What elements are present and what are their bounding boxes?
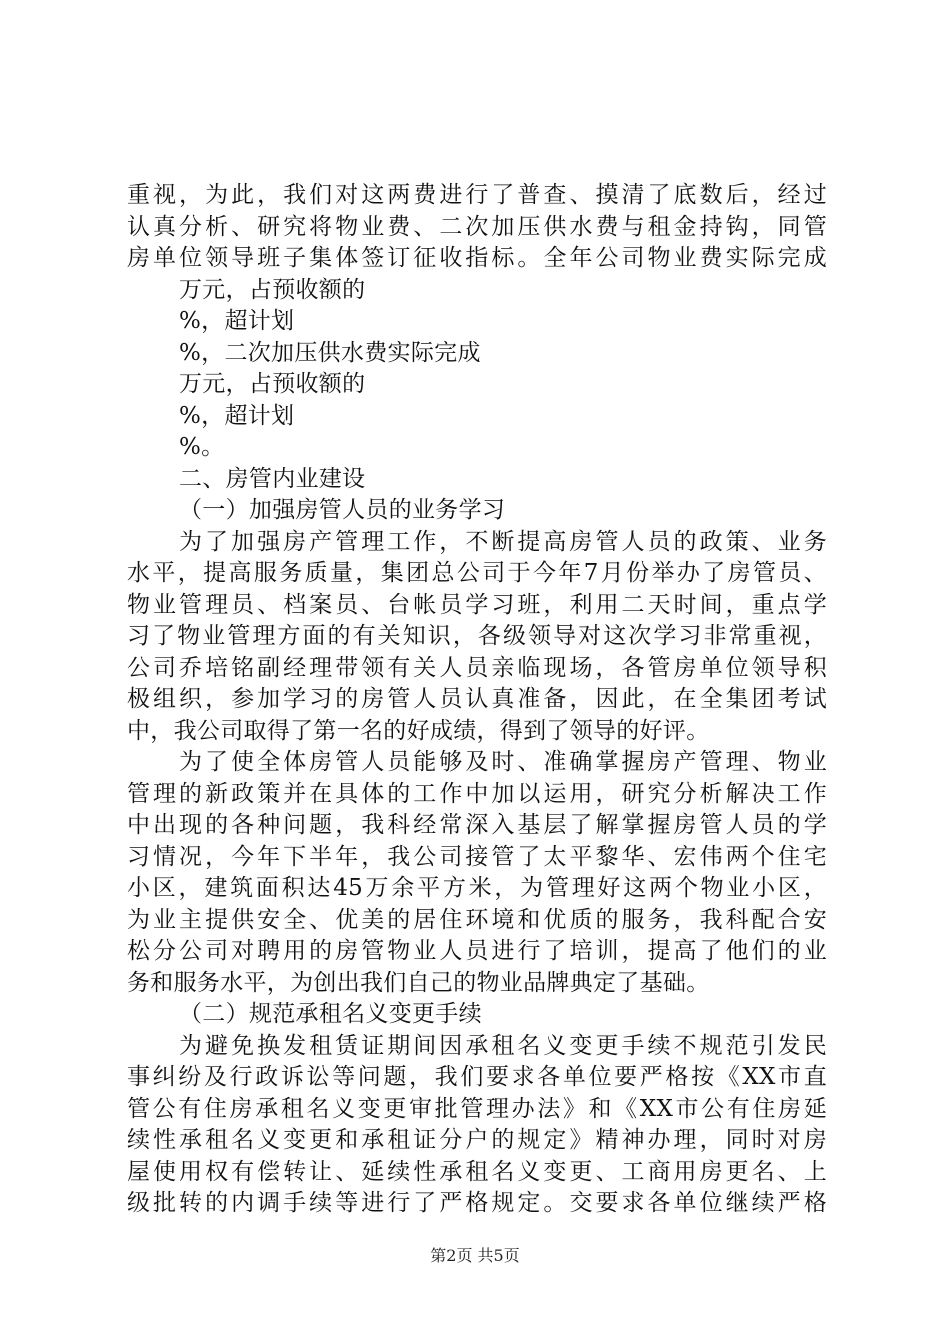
text-line: 管公有住房承租名义变更审批管理办法》和《XX市公有住房延 bbox=[127, 1095, 827, 1122]
text-line: %，二次加压供水费实际完成 bbox=[179, 339, 481, 366]
document-body bbox=[127, 180, 827, 1220]
section-heading: 二、房管内业建设 bbox=[179, 465, 366, 492]
text-line: 中，我公司取得了第一名的好成绩，得到了领导的好评。 bbox=[127, 717, 710, 744]
text-line: 屋使用权有偿转让、延续性承租名义变更、工商用房更名、上 bbox=[127, 1158, 827, 1185]
text-line: 水平，提高服务质量，集团总公司于今年7月份举办了房管员、 bbox=[127, 560, 827, 586]
text-line: %。 bbox=[179, 434, 225, 460]
text-line: 万元，占预收额的 bbox=[179, 371, 366, 397]
text-line: 级批转的内调手续等进行了严格规定。交要求各单位继续严格 bbox=[127, 1190, 827, 1216]
text-line: 事纠纷及行政诉讼等问题，我们要求各单位要严格按《XX市直 bbox=[127, 1064, 827, 1090]
subsection-heading: （二）规范承租名义变更手续 bbox=[179, 1001, 482, 1027]
text-line: 习情况，今年下半年，我公司接管了太平黎华、宏伟两个住宅 bbox=[127, 843, 827, 870]
text-line: 重视，为此，我们对这两费进行了普查、摸清了底数后，经过 bbox=[127, 182, 827, 208]
text-line: 公司乔培铭副经理带领有关人员亲临现场，各管房单位领导积 bbox=[127, 654, 827, 681]
text-line: 续性承租名义变更和承租证分户的规定》精神办理，同时对房 bbox=[127, 1127, 827, 1153]
subsection-heading: （一）加强房管人员的业务学习 bbox=[179, 497, 506, 523]
text-line: 极组织，参加学习的房管人员认真准备，因此，在全集团考试 bbox=[127, 686, 827, 712]
text-line: 为了加强房产管理工作，不断提高房管人员的政策、业务 bbox=[179, 528, 827, 555]
text-line: 管理的新政策并在具体的工作中加以运用，研究分析解决工作 bbox=[127, 780, 827, 807]
text-line: 中出现的各种问题，我科经常深入基层了解掌握房管人员的学 bbox=[127, 812, 827, 838]
text-line: 松分公司对聘用的房管物业人员进行了培训，提高了他们的业 bbox=[127, 938, 827, 964]
text-line: 房单位领导班子集体签订征收指标。全年公司物业费实际完成 bbox=[127, 245, 827, 271]
text-line: %，超计划 bbox=[179, 308, 295, 334]
text-line: 务和服务水平，为创出我们自己的物业品牌典定了基础。 bbox=[127, 969, 710, 996]
page-number-footer: 第2页 共5页 bbox=[430, 1246, 520, 1265]
text-line: 为了使全体房管人员能够及时、准确掌握房产管理、物业 bbox=[179, 749, 827, 775]
text-line: %，超计划 bbox=[179, 402, 295, 429]
text-line: 习了物业管理方面的有关知识，各级领导对这次学习非常重视， bbox=[127, 623, 827, 649]
text-line: 为业主提供安全、优美的居住环境和优质的服务，我科配合安 bbox=[127, 906, 827, 933]
text-line: 物业管理员、档案员、台帐员学习班，利用二天时间，重点学 bbox=[127, 591, 827, 618]
text-line: 为避免换发租赁证期间因承租名义变更手续不规范引发民 bbox=[179, 1032, 827, 1059]
text-line: 小区，建筑面积达45万余平方米，为管理好这两个物业小区， bbox=[127, 875, 827, 901]
text-line: 认真分析、研究将物业费、二次加压供水费与租金持钩，同管 bbox=[127, 213, 827, 240]
text-line: 万元，占预收额的 bbox=[179, 276, 366, 303]
